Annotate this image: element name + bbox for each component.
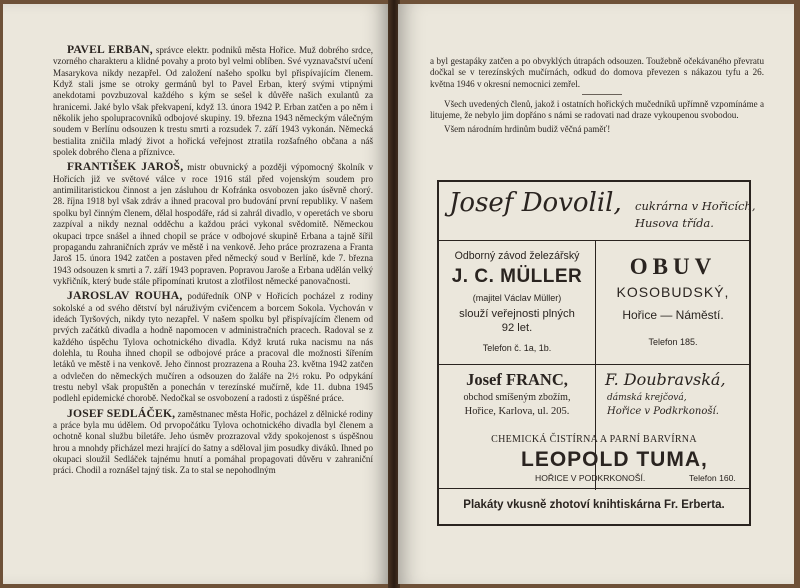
memorial-column [430, 56, 764, 135]
ad-doubravska-place: Hořice v Podkrkonoší. [607, 406, 719, 417]
ad-dovolil [439, 182, 756, 242]
memorial-text: Všech uvedených členů, jakož i ostatních hořických mučedníků upřímně vzpomínáme a litujeme, že nebylo jim dopřáno s námi se radovati nad draze vykoupenou svobodou. [430, 99, 764, 121]
rule [439, 488, 749, 489]
bio-text: mistr obuvnický a později výpomocný školník v Hořicích již ve světové válce v roce 1916 stál před vojenským soudem pro antimilitaristickou činnost a jen zásluhou dr Kofránka osvobozen jako úsěvně chorý. 28. října 1918 byl však zdráv a ihned pracoval pro budování první republiky. V našem spolku byl činným členem, dělal hospodáře, rád si zahrál divadlo, v operetách ve sboru zazpíval a nikdy neznal odděchu a každou práci vykonal svědomitě. Německou okupaci trpce snášel a ihned chopil se práce v odbojové skupině Erbana a tajně šířil propagandu zahraničních zpráv ve městě i na venkově. Jeho práce prozrazena a Franta Jaroš 15. února 1942 zatčen a postaven před německý soud v Berlíně, kde 7. března 1943 odsouzen k smrti a 7. září 1943 popraven. Popravou Jaroše a Erbana udělán velký vykřičník, který bude stále připomínati krutost a zlotřilost německé panovačnosti. [53, 162, 373, 286]
memorial-closing: Všem národním hrdinům budiž věčná paměť! [444, 123, 611, 134]
ad-tuma-phone: Telefon 160. [689, 473, 736, 483]
ad-obuv-place: Hořice — Náměstí. [622, 308, 724, 322]
ad-franc-line1: obchod smíšeným zbožím, [463, 392, 571, 403]
section-divider [582, 94, 622, 95]
ad-doubravska-trade: dámská krejčová, [607, 393, 687, 403]
ad-obuv-title: OBUV [629, 254, 717, 279]
bio-josef-sedlacek [53, 408, 373, 477]
bio-name: FRANTIŠEK JAROŠ, [67, 160, 184, 174]
ad-muller-phone: Telefon č. 1a, 1b. [482, 343, 552, 353]
ad-dovolil-trade: cukrárna v Hořicích, [635, 199, 756, 213]
ad-muller-line2: slouží veřejnosti plných [459, 308, 575, 320]
ad-erbert [439, 490, 749, 524]
ad-muller-line1: Odborný závod železářský [454, 250, 580, 262]
ad-muller-years: 92 let. [501, 322, 533, 334]
ad-franc-name: Josef FRANC, [466, 370, 568, 389]
ad-erbert-text: Plakáty vkusně zhotoví knihtiskárna Fr. Erberta. [463, 499, 725, 511]
continuation-text: a byl gestapáky zatčen a po obvyklých útrapách odsouzen. Toužebně očekávaného převratu dočkal se v terezínských mučírnách, odkud do domova převezen s nákazou tyfu a 26. května 1946 v okresní nemocnici zemřel. [430, 56, 764, 89]
rule [439, 364, 749, 365]
bio-frantisek-jaros [53, 161, 373, 287]
ad-doubravska [597, 366, 749, 430]
ad-muller-owner: (majitel Václav Müller) [472, 293, 562, 303]
ad-tuma-name: LEOPOLD TUMA, [521, 448, 708, 471]
ad-tuma-line1: CHEMICKÁ ČISTÍRNA A PARNÍ BARVÍRNA [491, 434, 697, 445]
bio-name: PAVEL ERBAN, [67, 43, 153, 56]
ad-franc-line2: Hořice, Karlova, ul. 205. [464, 406, 570, 417]
ad-obuv-phone: Telefon 185. [648, 337, 698, 347]
ad-tuma-place: HOŘICE V PODKRKONOŠÍ. [535, 473, 646, 483]
left-page [3, 4, 390, 584]
ad-doubravska-name: F. Doubravská, [605, 370, 726, 389]
bio-jaroslav-rouha [53, 290, 373, 404]
biographies-column [53, 44, 373, 480]
bio-name: JAROSLAV ROUHA, [67, 289, 183, 303]
rule [439, 240, 749, 241]
ad-tuma [439, 430, 749, 488]
bio-pavel-erban [53, 44, 373, 158]
ad-muller-name: J. C. MÜLLER [451, 266, 583, 287]
advertisements-block [437, 180, 756, 526]
bio-name: JOSEF SEDLÁČEK, [67, 406, 176, 420]
ad-dovolil-address: Husova třída. [635, 216, 714, 230]
bio-text: podúředník ONP v Hořicích pocházel z rodiny sokolské a od svého dětství byl náruživým cvičencem a borcem Sokola. Vychován v ideách Tyršových, nikdy tyto nezapřel. V našem spolku byl přispívajícím členem od prvých začátků divadla a hodně napomocen v administračních pracech. Radoval se z každého úspěchu Tylova ochotnického divadla. Když krutá ruka nacismu na nás dolehla, tu Rouha ihned chopil se odbojové práce a pracoval dle možnosti šířením letáků ve městě i na venkově. Jeho činnost prozrazena a Rouha 23. května 1942 zatčen a odvlečen do německých mučíren a odsouzen do žaláře na 2½ roku. Po odpykání trestu nebyl však propuštěn a ponechán v terezínské mučírně, kde 11. dubna 1945 podlehl epidemické chorobě. Nedočkal se osvobození a radosti z úspěšné práce. [53, 291, 373, 404]
right-page [398, 4, 794, 584]
ad-muller [439, 242, 595, 364]
ad-franc [439, 366, 595, 430]
bio-text: zaměstnanec města Hořic, pocházel z dělnické rodiny a práce byla mu údělem. Od prvopočátku Tylova ochotnického divadla byl členem a ochotně konal službu biletáře. Jeho úsměv prozrazoval vždy spokojenost s úspěšnou hrou a mnohdy přicházel mezi hrající do šatny a sděloval jim posudky diváků. Ihned po okupaci sloužil Sedláček tajnému hnutí a pomáhal propagovati důvěru v zahraniční práci. Chodil a roznášel tajný tisk. Za to stal se nepohodlným [53, 408, 373, 476]
ad-obuv-name: KOSOBUDSKÝ, [616, 284, 730, 300]
ad-dovolil-name: Josef Dovolil, [449, 188, 622, 218]
ad-obuv-kosobudsky [597, 242, 749, 364]
bio-text: správce elektr. podniků města Hořice. Muž dobrého srdce, vzorného charakteru a klidné povahy a proto byl velmi oblíben. Své vyznavačství učení Masarykova nikdy nezapřel. Od založení našeho spolku byl přispívajícím členem. Když stali jsme se otroky germánů byl to Pavel Erban, který svými vtipnými anekdotami povzbuzoval každého s kým se sešel k důvěře našich exulantů za hranicemi. Jaké bylo však překvapení, když 13. února 1942 P. Erban zatčen a po něm i několik jeho spolupracovníků odbojové skupiny. 19. března 1943 německým válečným soudem v Berlínu odsouzen k trestu smrti a rozsudek 7. září 1943 vykonán. Německá bestialita zničila mladý život a hořická veřejnost ztratila rozšafného občana a náš spolek dobrého člena a příznivce. [53, 45, 373, 158]
